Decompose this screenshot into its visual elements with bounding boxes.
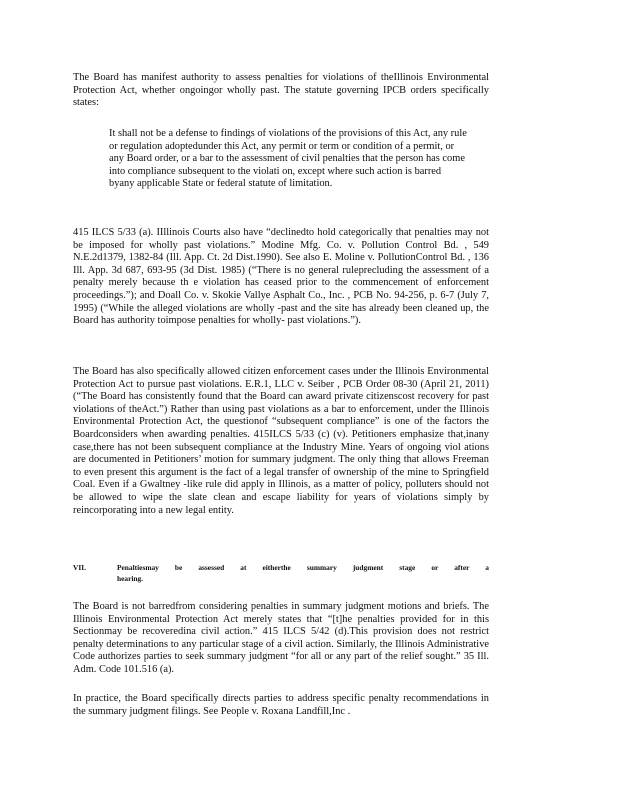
- paragraph-case-law: 415 ILCS 5/33 (a). IIllinois Courts also have “declinedto hold categorically that penalties may not be imposed for wholly past violations.” Modine Mfg. Co. v. Pollution Control Bd. , 549 N.E.2d1379, 1382-84 (Ill. App. Ct. 2d Dist.1990). See also E. Moline v. PollutionControl Bd. , 136 Ill. App. 3d 687, 693-95 (3d Dist. 1985) (“There is no general ruleprecluding the assessment of a penalty merely because th e violation has ceased prior to the commencement of enforcement proceedings.”); and Doall Co. v. Skokie Vallye Asphalt Co., Inc. , PCB No. 94-256, p. 6-7 (July 7, 1995) (“While the alleged violations are wholly -past and the site has already been cleaned up, the Board has authority toimpose penalties for wholly- past violations.”).: [73, 227, 489, 327]
- paragraph-summary-judgment: The Board is not barredfrom considering penalties in summary judgment motions and briefs. The Illinois Environmental Protection Act merely states that “[t]he penalties provided for in this Sectionmay be recoveredina civil action.” 415 ILCS 5/42 (d).This provision does not restrict penalty determinations to any particular stage of a civil action. Similarly, the Illinois Administrative Code authorizes parties to seek summary judgment “for all or any part of the relief sought.” 35 Ill. Adm. Code 101.516 (a).: [73, 601, 489, 675]
- paragraph-authority: The Board has manifest authority to assess penalties for violations of theIllinois Environmental Protection Act, whether ongoingor wholly past. The statute governing IPCB orders specifically states:: [73, 72, 489, 109]
- section-number: VII.: [73, 563, 86, 572]
- section-title-line2: hearing.: [117, 574, 144, 583]
- paragraph-citizen-enforcement: The Board has also specifically allowed citizen enforcement cases under the Illinois Environmental Protection Act to pursue past violations. E.R.1, LLC v. Seiber , PCB Order 08-30 (April 21, 2011) (“The Board has consistently found that the Board can award private citizenscost recovery for past violations of theAct.”) Rather than using past violations as a bar to enforcement, under the Illinois Environmental Protection Act, the questionof “subsequent compliance” is one of the factors the Boardconsiders when awarding penalties. 415ILCS 5/33 (c) (v). Petitioners emphasize that,inany case,there has not been subsequent compliance at the Industry Mine. Years of ongoing viol ations are documented in Petitioners’ motion for summary judgment. The only thing that allows Freeman to even present this argument is the fact of a legal transfer of ownership of the mine to Springfield Coal. Even if a Gwaltney -like rule did apply in Illinois, as a matter of policy, polluters should not be allowed to wipe the slate clean and escape liability for years of violations simply by reincorporating into a new legal entity.: [73, 366, 489, 516]
- paragraph-practice: In practice, the Board specifically directs parties to address specific penalty recommendations in the summary judgment filings. See People v. Roxana Landfill,Inc .: [73, 693, 489, 717]
- section-title-line1: Penaltiesmay be assessed at eitherthe summary judgment stage or after a: [117, 563, 489, 572]
- block-quote-statute: It shall not be a defense to findings of violations of the provisions of this Act, any rule or regulation adoptedunder this Act, any permit or term or condition of a permit, or any Board order, or a bar to the assessment of civil penalties that the person has come into compliance subsequent to the violati on, except where such action is barred byany applicable State or federal statute of limitation.: [109, 128, 467, 190]
